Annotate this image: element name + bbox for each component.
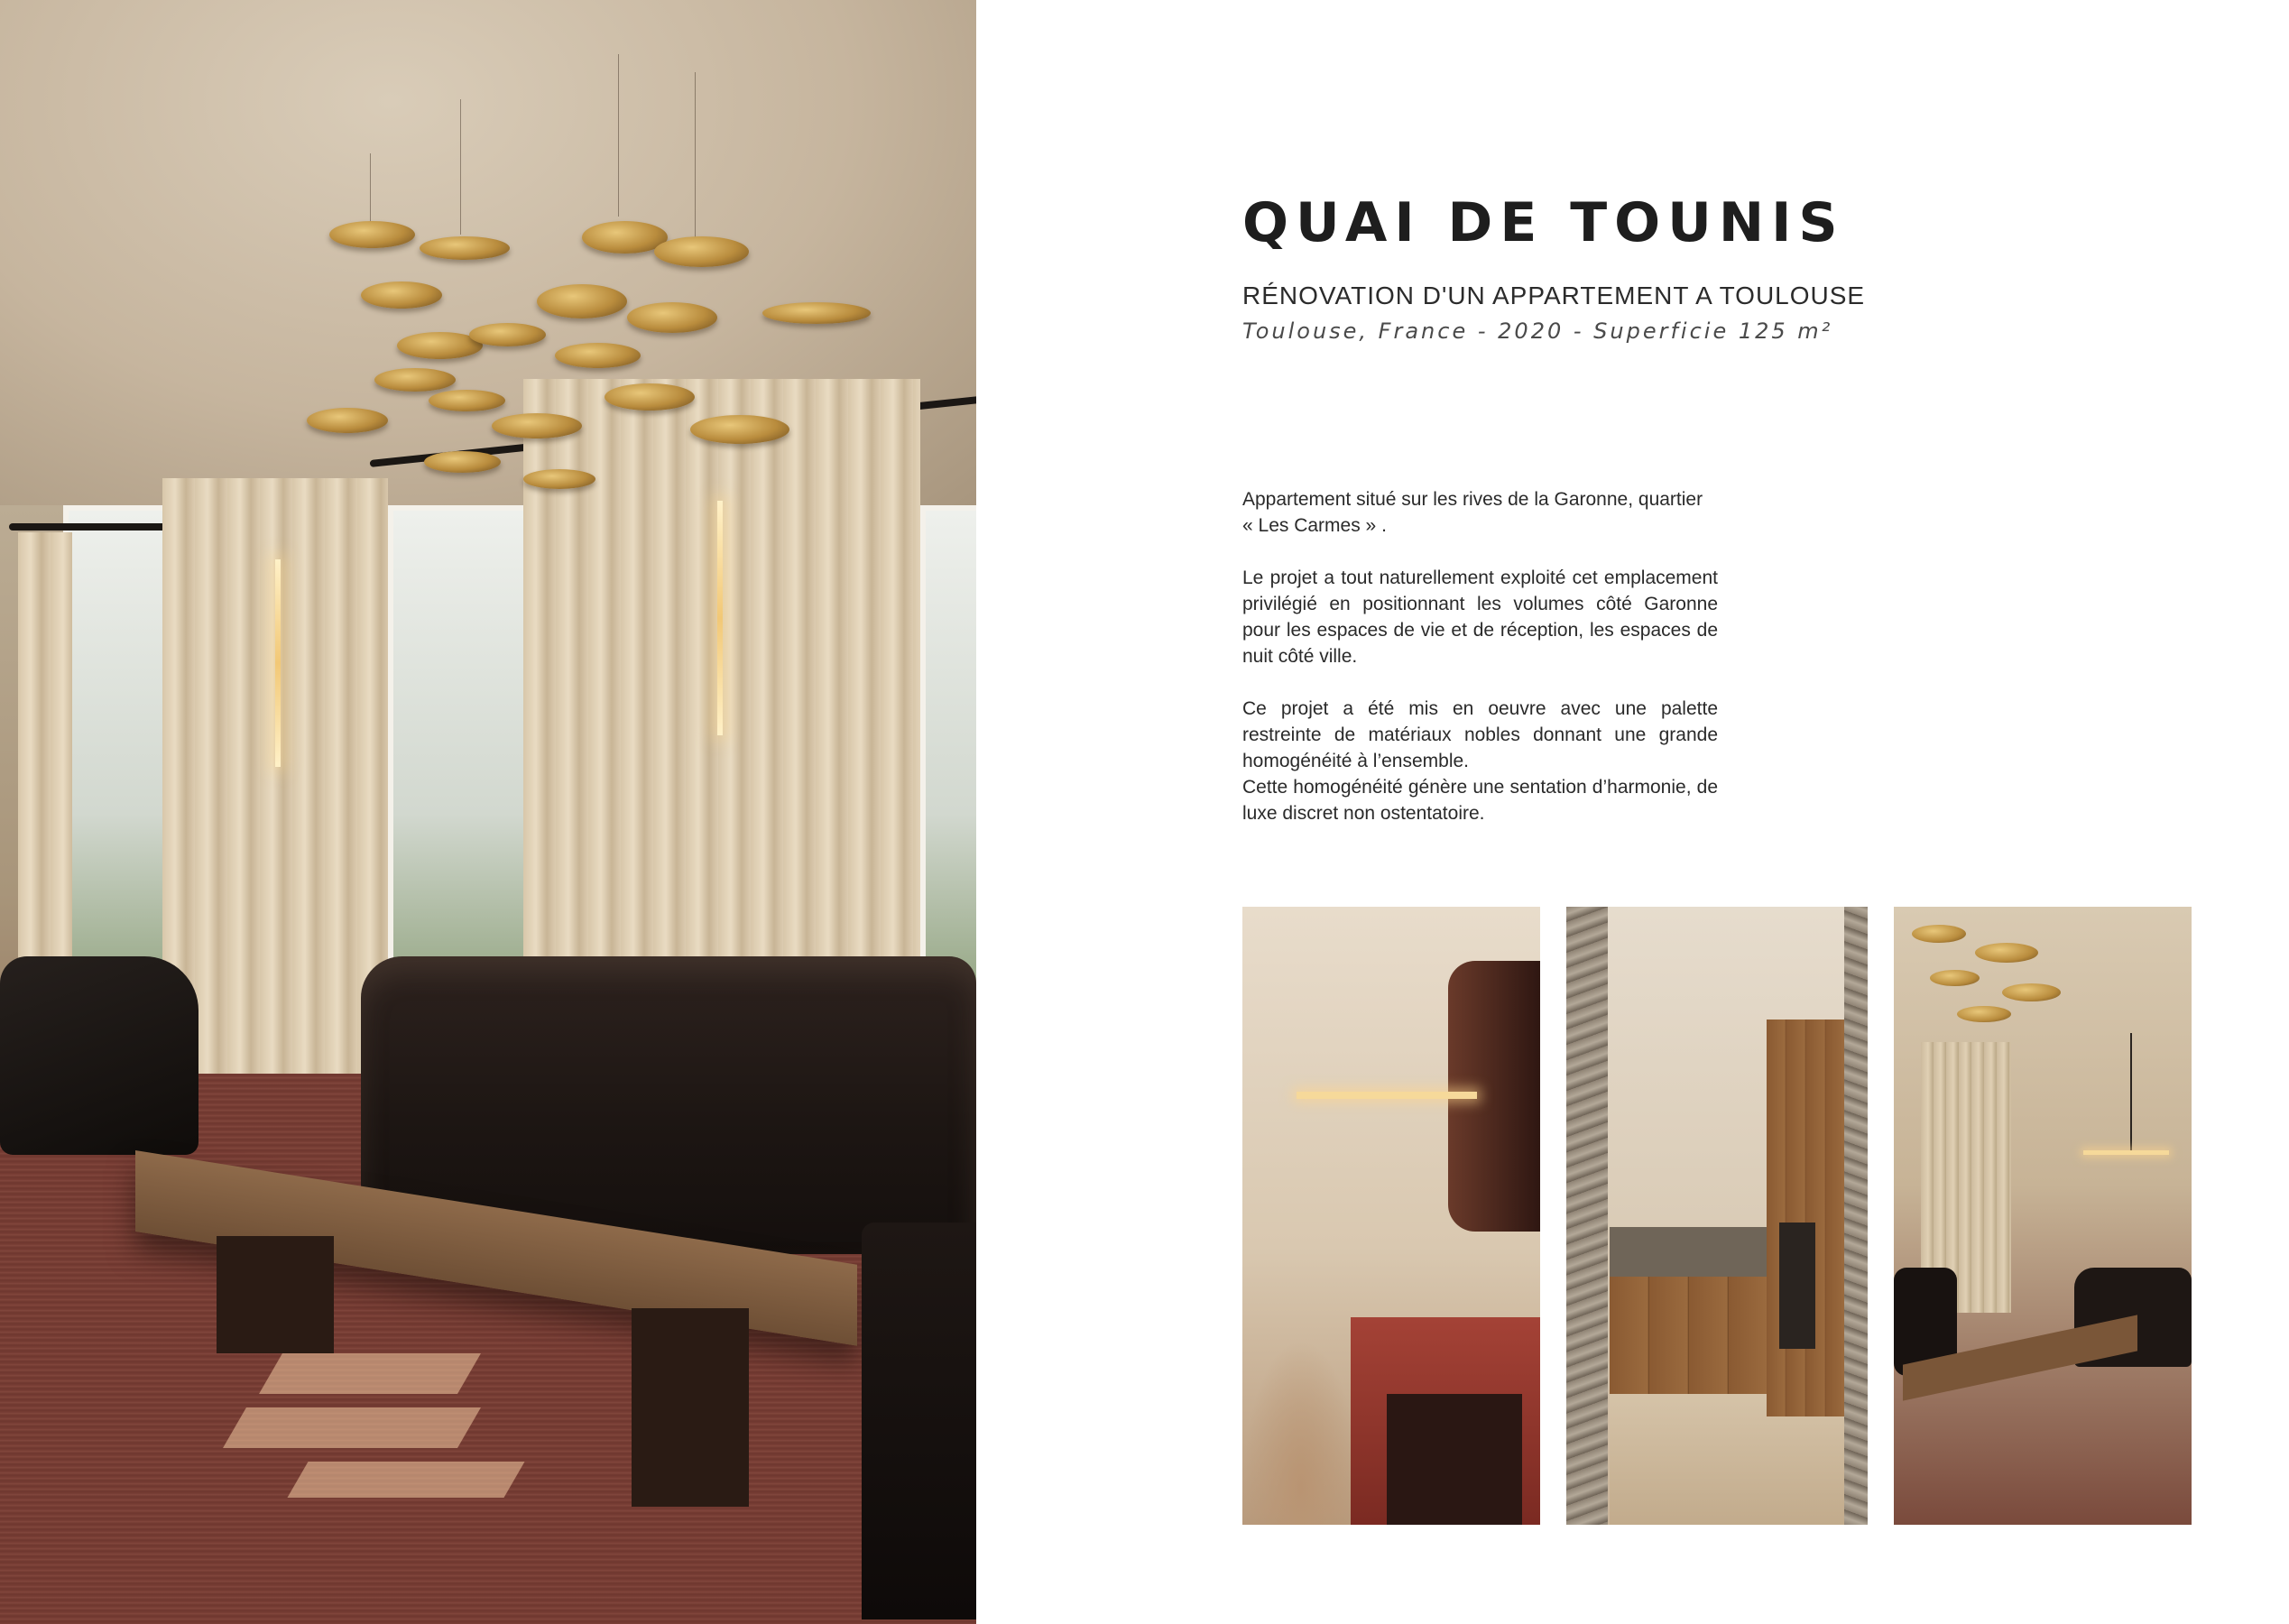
brass-disc-pendant (1930, 970, 1980, 986)
brass-disc-pendant (361, 281, 442, 309)
thumbnail-kitchen-photo (1566, 907, 1868, 1525)
description-line: « Les Carmes » . (1242, 515, 1387, 536)
brass-disc-pendant (605, 383, 695, 411)
linear-pendant-light (1297, 1092, 1477, 1099)
project-subtitle: RÉNOVATION D'UN APPARTEMENT A TOULOUSE (1242, 281, 1866, 309)
brass-disc-pendant (374, 368, 456, 392)
armchair (862, 1223, 976, 1619)
coffee-table-leg (217, 1236, 334, 1353)
brass-disc-pendant (654, 236, 749, 267)
sunlight-patch (259, 1353, 481, 1394)
brass-disc-pendant (1912, 925, 1966, 943)
brass-disc-pendant (537, 284, 627, 318)
sunlight-patch (223, 1407, 481, 1448)
brass-disc-pendant (690, 415, 789, 444)
lounge-chair (0, 956, 198, 1155)
wood-wall-cabinetry (1767, 1020, 1844, 1416)
brass-disc-pendant (420, 236, 510, 260)
thumbnail-living-room-photo (1894, 907, 2192, 1525)
brass-disc-pendant (762, 302, 871, 324)
pendant-wire (370, 153, 371, 226)
dried-flowers (1242, 1340, 1360, 1525)
brass-disc-pendant (1957, 1006, 2011, 1022)
project-title: QUAI DE TOUNIS (1242, 191, 1845, 254)
brass-disc-pendant (1975, 943, 2038, 963)
brass-disc-pendant (2002, 983, 2061, 1001)
window-center (388, 505, 534, 1021)
brass-disc-pendant (523, 469, 595, 489)
marble-doorframe-right (1844, 907, 1868, 1525)
description-paragraph: Le projet a tout naturellement exploité cet emplacement privilégié en positionnant les volumes côté Garonne pour les espaces de vie et de réception, les espaces de nuit côté ville. (1242, 567, 1718, 667)
wood-cabinets (1610, 1277, 1768, 1394)
window-left (63, 505, 173, 1021)
pendant-wire (618, 54, 619, 217)
window-right (920, 505, 976, 1021)
pendant-wire (460, 99, 461, 235)
fireplace-opening (1387, 1394, 1522, 1525)
thumbnail-fireplace-photo (1242, 907, 1540, 1525)
hero-living-room-photo (0, 0, 976, 1624)
built-in-oven (1779, 1223, 1815, 1349)
linear-pendant-light (2083, 1150, 2169, 1155)
brass-disc-pendant (429, 390, 505, 411)
pendant-wire (2130, 1033, 2132, 1150)
description-line: Appartement situé sur les rives de la Garonne, quartier (1242, 489, 1703, 510)
brass-disc-pendant (492, 413, 582, 438)
brass-disc-pendant (424, 451, 501, 473)
coffee-table-leg (632, 1308, 749, 1507)
project-description (1242, 486, 1718, 853)
description-paragraph (1242, 486, 1718, 539)
project-meta: Toulouse, France - 2020 - Superficie 125 m² (1242, 318, 1833, 344)
pendant-wire (695, 72, 696, 239)
brass-disc-pendant (307, 408, 388, 433)
description-paragraph: Cette homogénéité génère une sentation d’harmonie, de luxe discret non ostentatoire. (1242, 777, 1718, 824)
kitchen-countertop (1610, 1227, 1768, 1277)
wall-light-strip (275, 559, 281, 767)
description-paragraph: Ce projet a été mis en oeuvre avec une palette restreinte de matériaux nobles donnant une grande homogénéité à l’ensemble. (1242, 698, 1718, 771)
brass-disc-pendant (469, 323, 546, 346)
brass-disc-pendant (329, 221, 415, 248)
brass-disc-pendant (627, 302, 717, 333)
sunlight-patch (287, 1462, 524, 1498)
brass-disc-pendant (555, 343, 641, 368)
marble-doorframe-left (1566, 907, 1608, 1525)
wall-light-strip (717, 501, 723, 735)
